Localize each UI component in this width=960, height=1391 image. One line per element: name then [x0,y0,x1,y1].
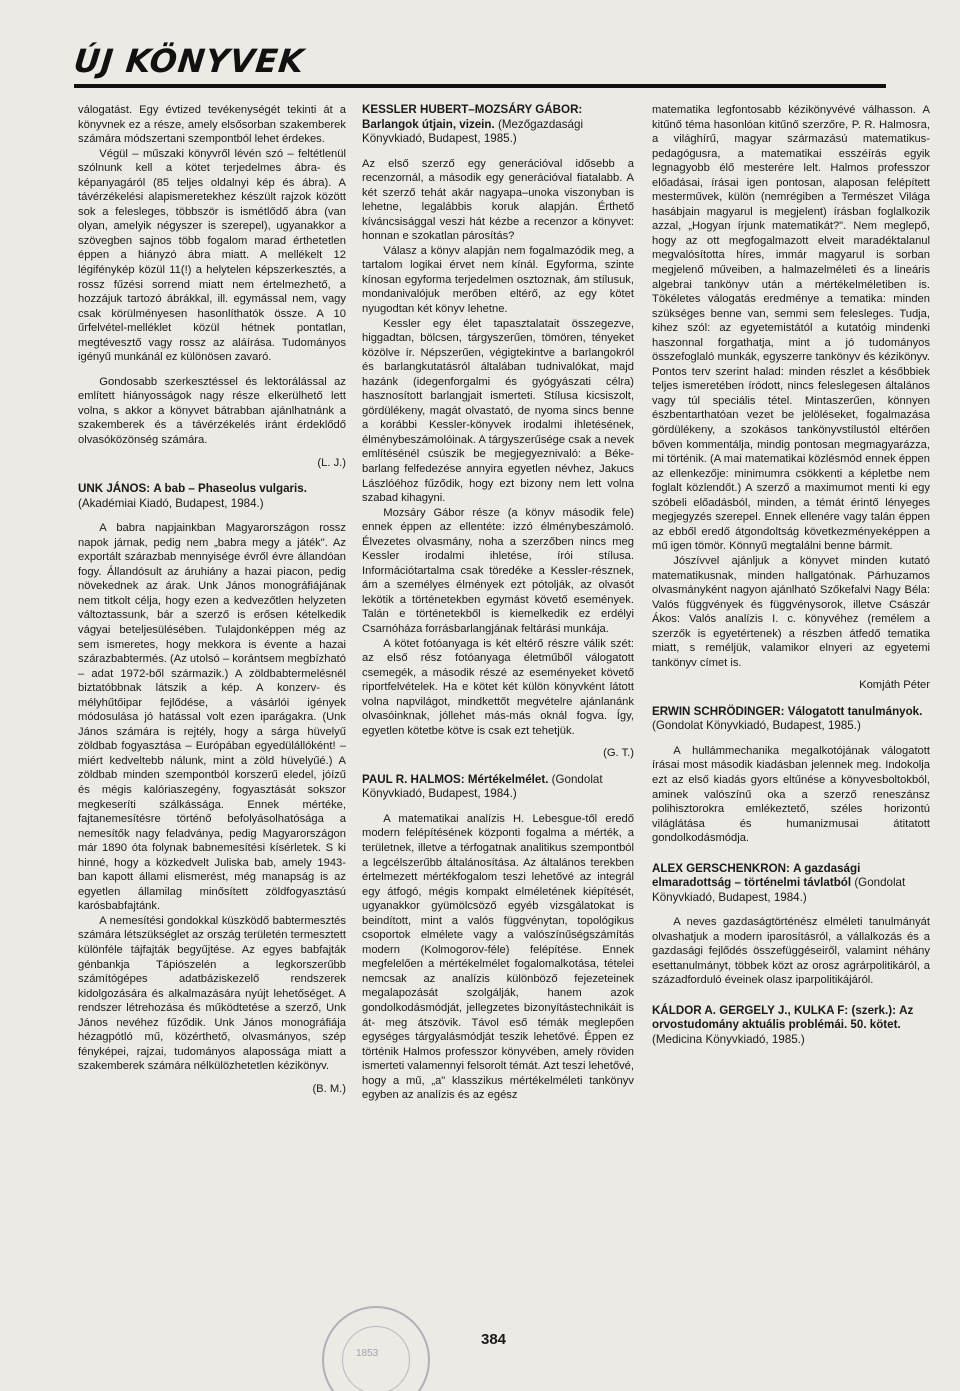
article-author: UNK JÁNOS: [78,482,151,496]
article-publisher: (Gondolat Könyvkiadó, Budapest, 1984.) [362,772,603,801]
article-author: ERWIN SCHRÖDINGER: [652,704,785,718]
paragraph: A matematikai analízis H. Lebesgue-től eredő modern felépítésének központi fogalma a mérték, a területnek, illetve a térfogatnak analitikus szempontból a legcélszerűbb általánosítása. Az általános terekben értelmezett mértékfogalom teszi lehetővé az integrál egy átfogó, mégis kompakt elméletének kiépítését, ugyanakkor gyümölcsöző egyéb vizsgálatokat is beindított, mint a valós függvénytan, topológikus csoportok elmélete vagy a valószínűségszámítás modern (Kolmogorov-féle) felépítése. Ennek megfelelően a mértékelmélet fogalomalkotása, tételei nemcsak az analízis különböző fejezeteinek megalapozását szolgálják, hanem azok gondolkodásmódját, jellegzetes bizonyítástechnikáit is át- meg átszövik. Távol eső témák meglepően egységes tárgyalásmódját teszik lehetővé. Éppen ez történik Halmos professzor könyvében, amely röviden ismerteti valamennyi felsorolt témát. Azt teszi lehetővé, hogy a mű, „a" klasszikus mértékelméleti tankönyv egyben az analízis és az egész [362,812,634,1102]
signature: (G. T.) [603,747,634,760]
article-publisher: (Mezőgazdasági Könyvkiadó, Budapest, 1985.) [362,117,584,145]
header-rule [74,84,886,88]
section-title: ÚJ KÖNYVEK [72,42,307,80]
paragraph: A kötet fotóanyaga is két eltérő részre válik szét: az első rész fotóanyaga életműből válogatott csemegék, a második részé az eseményeket követő riportfelvételek. Ha e kötet két külön könyvként látott volna napvilágot, mindkettőt megvételre ajánlanánk olvasóinknak, jóllehet más-más oknál fogva. Így, egyetlen kötetbe kötve is csak ezt tehetjük. [362,637,634,737]
article-title: Az orvostudomány aktuális problémái. 50. kötet. [652,1003,914,1032]
signature: Komjáth Péter [859,679,930,692]
column-2 [362,103,634,1103]
column-1 [78,103,346,1108]
article-publisher: (Gondolat Könyvkiadó, Budapest, 1985.) [652,719,861,733]
paragraph: A neves gazdaságtörténész elméleti tanulmányát olvashatjuk a modern iparosításról, a vállalkozás és a gazdasági fejlődés összefüggéseiről, valamint néhány esettanulmányt, többek közt az orosz agrárpolitikáról, a századforduló éveinek olasz iparpolitikájáról. [652,916,930,987]
column-3 [652,103,930,1057]
article-publisher: (Gondolat Könyvkiadó, Budapest, 1984.) [652,876,906,904]
article-heading-mertekelmelet [362,773,634,802]
article-publisher: (Akadémiai Kiadó, Budapest, 1984.) [78,496,264,510]
article-heading-schrodinger [652,705,930,734]
article-title: A bab – Phaseolus vulgaris. [153,482,307,496]
paragraph: Végül – műszaki könyvről lévén szó – feltétlenül szólnunk kell a kötet terjedelmes ábra- és képanyagáról (85 teljes oldalnyi kép és ábra). A távérzékelési alapismeretekhez készült rajzok között sok a felesleges, többször is ismétlődő ábra (van olyan, amelyik négyszer is szerepel), ugyanakkor a szövegben sajnos több fogalom marad érthetetlen éppen a hiányzó ábra miatt. A mellékelt 12 légifénykép közül 11(!) a helytelen képszerkesztés, a rossz fűzési sorrend miatt nem értelmezhető, a hozzájuk tartozó ábrákkal, ill. egymással nem, vagy csak körülményesen hasonlíthatók össze. A 10 űrfelvétel-melléklet közül hétnek pontatlan, megtévesztő vagy rossz az aláírása. Tudományos igényű munkánál ez különösen zavaró. [78,147,346,364]
page-number: 384 [481,1331,507,1348]
page-header [74,42,886,88]
paragraph: Kessler egy élet tapasztalatait összegezve, higgadtan, bölcsen, tárgyszerűen, tömören, tényeket közölve ír. Népszerűen, végigtekintve a barlangokról és barlangkutatásról általában tudnivalókat, majd hazánk (idegenforgalmi és gyógyászati célra) hasznosított barlangjait ismerteti. Stílusa kicsiszolt, gördülékeny, magát olvastató, de nyoma sincs benne a korábbi Kessler-könyvek irodalmi ihletésének, élménybeszámolóinak. A tárgyszerűsége csak a nevek említésénél csúszik be megjegyeznivaló: a Béke-barlang felfedezése annyira egyetlen névhez, Jakucs Lászlóéhoz fűződik, hogy ezt bizony nem lett volna szabad kihagyni. [362,317,634,505]
article-author: ALEX GERSCHENKRON: [652,861,790,875]
article-publisher: (Medicina Könyvkiadó, 1985.) [652,1032,805,1046]
library-stamp-text: 1853 [356,1348,379,1359]
signature: (B. M.) [312,1082,346,1095]
article-title: Mértékelmélet. [467,772,549,786]
paragraph: matematika legfontosabb kézikönyvévé válhasson. A kitűnő téma hasonlóan kitűnő szerzőre, P. R. Halmosra, a világhírű, magyar származású matematikus-pedagógusra, a matematikai esszéírás egyik legnagyobb élő mesterére lelt. Halmos professzor előadásai, írásai igen pontosan, alaposan felépített mesterművek, külön (nemrégiben a Természet Világa hasábjain magyarul is megjelent) írásban foglalkozik azzal, „Hogyan írjunk matematikát?". Nem meglepő, hogy az ott megfogalmazott elveit maradéktalanul megvalósította híres, immár magyarul is sorban megjelenő műveiben, a halmazelméleti és a lineáris algebrai tankönyv után a mértékelméletiben is. Tökéletes válogatás eredménye a tematika: minden szükséges benne van, semmi sem felesleges. Tudja, kihez szól: az egyetemistától a kutatóig mindenki haszonnal forgathatja, mint a jó tudományos összefoglaló munkák, egyszerre tankönyv és kézikönyv. Pontos terv szerint halad: minden részlet a későbbiek teljes ismeretében íródott, nincs feleslegesen általános vagy túl speciális tétel. Mintaszerűen, könnyen észbentarthatóan vezet be jelöléseket, fogalmazása gördülékeny, a szokásos tankönyvstílustól eltérően bőven kommentálja, mindig pontosan megmagyarázza, mi történik. (A mai matematikai közlésmód ennek éppen az ellenkezője: minimumra csökkenti a képletbe nem foglalt közlendőt.) A szerző a maximumot menti ki egy szóbeli előadásból, minden, a témát érintő lényeges megjegyzés szerepel. Ennek ellenére vagy talán éppen az ebből eredő átgondoltság következményeképpen a mű igen tömör. Könnyű megtalálni benne bármit. [652,104,930,553]
paragraph: Mozsáry Gábor része (a könyv második fele) ennek éppen az ellentéte: izzó élménybeszámoló. Élvezetes olvasmány, noha a szerzőben nincs meg Kessler irodalmi ihletése, írói stílusa. Információtartalma csak töredéke a Kessler-résznek, ám a személyes élmények ezt pótolják, az olvasót lekötik a történetekben egymást követő események. Talán e történetekből is kiemelkedik ez erdélyi Csarnóháza forrásbarlangjának feltárási munkája. [362,506,634,635]
paragraph: Gondosabb szerkesztéssel és lektorálással az említett hiányosságok nagy része elkerülhető lett volna, s akkor a könyvet bátrabban ajánlhatnánk a szakemberek és a távérzékelés iránt érdeklődő olvasóközönség számára. [78,375,346,447]
paragraph: válogatást. Egy évtized tevékenységét tekinti át a könyvnek ez a része, amely elsősorban szakemberek számára módszertani szempontból lehet érdekes. [78,104,346,146]
paragraph: Jószívvel ajánljuk a könyvet minden kutató matematikusnak, minden hallgatónak. Párhuzamos olvasmányként nagyon ajánlható Szőkefalvi Nagy Béla: Valós függvények és függvénysorok, illetve Császár Ákos: Valós analízis I. c. könyvéhez (remélem a szerzők is egyetértenek) a részben átfedő tematika miatt, s reméljük, valamikor elnyeri az egyetemi tankönyv címet is. [652,554,930,669]
article-heading-gerschenkron [652,862,930,906]
paragraph: Válasz a könyv alapján nem fogalmazódik meg, a tartalom logikai érvet nem kínál. Egyforma, szinte kínosan egyforma terjedelmen osztoznak, ám stílusuk, mondanivalójuk merőben eltérő, az egy kötet nyugodtan két könyv lehetne. [362,244,634,315]
article-title: A gazdasági elmaradottság – történelmi távlatból [652,861,861,890]
paragraph: Az első szerző egy generációval idősebb a recenzornál, a második egy generációval fiatalabb. A két szerző tehát akár nagyapa–unoka viszonyban is lehetne, legalábbis koruk alapján. Érthető kíváncsisággal veszi hát kézbe a recenzor a könyvet: honnan e szokatlan párosítás? [362,157,634,243]
article-heading-barlangok [362,103,634,147]
article-heading-bab [78,482,346,511]
article-author: PAUL R. HALMOS: [362,772,465,786]
signature: (L. J.) [317,456,346,469]
paragraph: A nemesítési gondokkal küszködő babtermesztés számára létszükséglet az ország területén termesztett különféle tájfajták begyűjtése. Az egyes babfajták génbankja Tápiószelén a legkorszerűbb számítógépes adatbáziskezelő rendszerek kidolgozására és alkalmazására nyújt lehetőséget. A rendszer létrehozása és működtetése a szerző, Unk János nevéhez fűződik. Unk János monográfiája hézagpótló mű, közérthető, olvasmányos, szép fényképei, rajzai, tudományos alapossága miatt a szakemberek számára nélkülözhetetlen kézikönyv. [78,914,346,1073]
article-title: Barlangok útjain, vizein. [362,117,495,131]
article-title: Válogatott tanulmányok. [787,704,923,718]
article-author: KÁLDOR A. GERGELY J., KULKA F: (szerk.): [652,1003,896,1017]
library-stamp [322,1306,430,1391]
paragraph: A babra napjainkban Magyarországon rossz napok járnak, pedig nem „babra megy a játék". Az exportált szárazbab mennyisége évről évre állandóan fogy. Állandósult az áruhiány a hazai piacon, pedig növekednek az árak. Unk János monográfiájának nem titkolt célja, hogy ezen a kedvezőtlen helyzeten változtassunk, bár a szerző is erősen kételkedik vágyai beteljesülésében. Tulajdonképpen még az sem ismeretes, hogy mekkora is évente a hazai szárazbabtermés. (Az utolsó – korántsem megbízható – adat 1972-ből származik.) A zöldbabtermelésnél biztatóbbnak látszik a kép. A konzerv- és mélyhűtőipar fejlődése, a vásárlói igények módosulása jó hatással volt ezen iparágakra. (Unk János számára is rejtély, hogy a sárga hüvelyű zöldbab fogyasztása – Európában egyedülállóként! – miért kedveltebb nálunk, mint a zöld hüvelyűé.) A zöldbab minden szempontból korszerű eledel, jóízű és mégis kalóriaszegény, fogyasztását sokszor megkeseríti szálkássága. Ennek mértéke, fajtanemesítésre történő befolyásolhatósága a nemesítők nagy feladványa, pedig Magyarországon már 1890 óta folynak babnemesítési kísérletek. S ki hinné, hogy a közkedvelt Juliska bab, amely 1943-ban kapott állami elismerést, még manapság is az egyetlen államilag minősített zöldfogyasztású karósbabfajtánk. [78,522,347,913]
article-author: KESSLER HUBERT–MOZSÁRY GÁBOR: [362,103,583,116]
article-heading-orvostudomany [652,1004,930,1048]
paragraph: A hullámmechanika megalkotójának válogatott írásai most második kiadásban jelennek meg. Indokolja ezt az első kiadás gyors eltűnése a könyvesboltokból, aminek valószínű oka a szerző reneszánsz polihisztorokra emlékeztető, széles horizontú világlátása és humanizmusai átitatott gondolkodásmódja. [652,744,930,845]
